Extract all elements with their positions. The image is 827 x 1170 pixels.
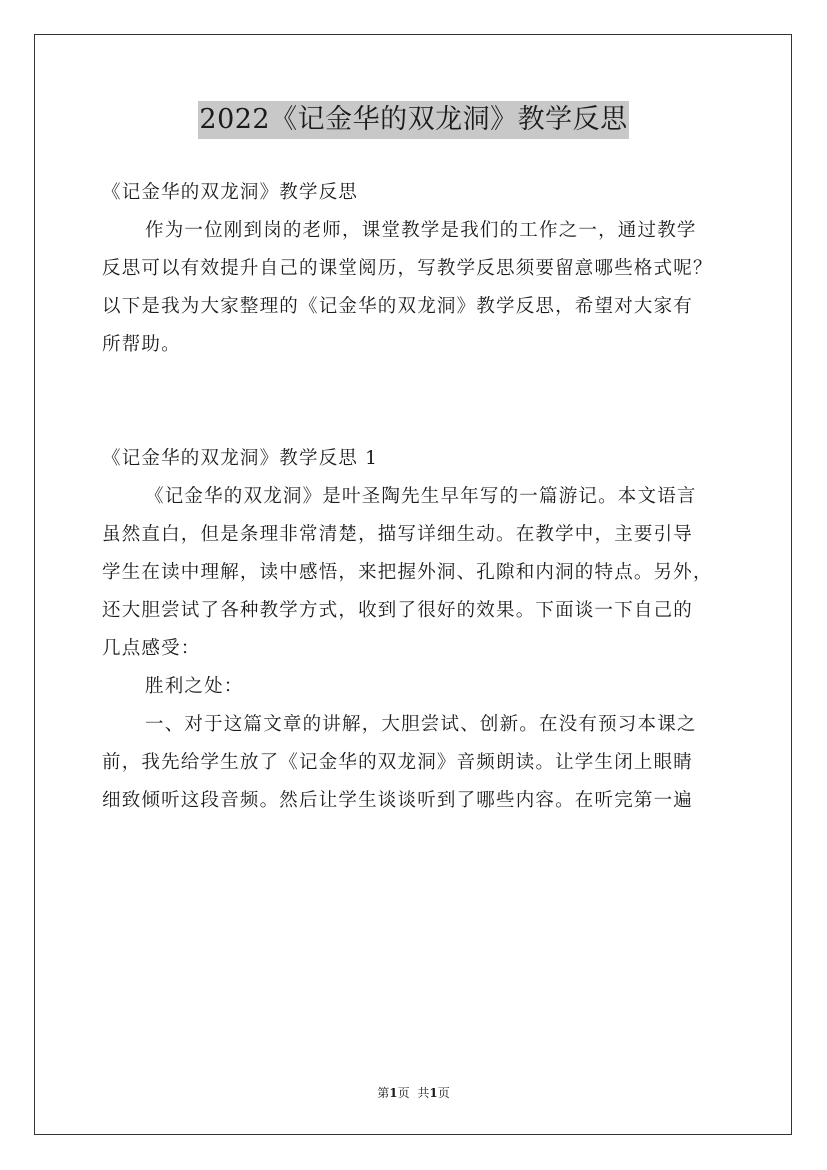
paragraph-line: 还大胆尝试了各种教学方式，收到了很好的效果。下面谈一下自己的 <box>102 600 694 621</box>
intro-line: 所帮助。 <box>102 334 181 355</box>
paragraph-line: 《记金华的双龙洞》是叶圣陶先生早年写的一篇游记。本文语言 <box>145 486 697 507</box>
page-suffix: 页 <box>397 1086 410 1100</box>
paragraph-line: 学生在读中理解，读中感悟，来把握外洞、孔隙和内洞的特点。另外， <box>102 562 713 583</box>
page-number: 1 <box>389 1086 398 1100</box>
paragraph-line: 几点感受： <box>102 638 201 659</box>
intro-line: 作为一位刚到岗的老师，课堂教学是我们的工作之一，通过教学 <box>145 220 697 241</box>
paragraph-line: 前，我先给学生放了《记金华的双龙洞》音频朗读。让学生闭上眼睛 <box>102 752 694 773</box>
page-footer <box>0 1084 827 1101</box>
success-label: 胜利之处： <box>145 676 244 697</box>
title-container <box>0 101 827 139</box>
blank-line <box>102 402 730 440</box>
paragraph-line: 虽然直白，但是条理非常清楚，描写详细生动。在教学中，主要引导 <box>102 524 694 545</box>
total-suffix: 页 <box>437 1086 450 1100</box>
section-heading: 《记金华的双龙洞》教学反思 1 <box>102 448 379 469</box>
total-pages: 1 <box>429 1086 438 1100</box>
paragraph-line: 细致倾听这段音频。然后让学生谈谈听到了哪些内容。在听完第一遍 <box>102 790 694 811</box>
blank-line <box>102 364 730 402</box>
subtitle: 《记金华的双龙洞》教学反思 <box>102 182 359 203</box>
document-body <box>102 174 730 820</box>
paragraph-line: 一、对于这篇文章的讲解，大胆尝试、创新。在没有预习本课之 <box>145 714 697 735</box>
intro-line: 以下是我为大家整理的《记金华的双龙洞》教学反思，希望对大家有 <box>102 296 694 317</box>
intro-line: 反思可以有效提升自己的课堂阅历，写教学反思须要留意哪些格式呢？ <box>102 258 713 279</box>
total-prefix: 共 <box>417 1086 430 1100</box>
page-prefix: 第 <box>377 1086 390 1100</box>
document-title: 2022《记金华的双龙洞》教学反思 <box>198 101 628 139</box>
